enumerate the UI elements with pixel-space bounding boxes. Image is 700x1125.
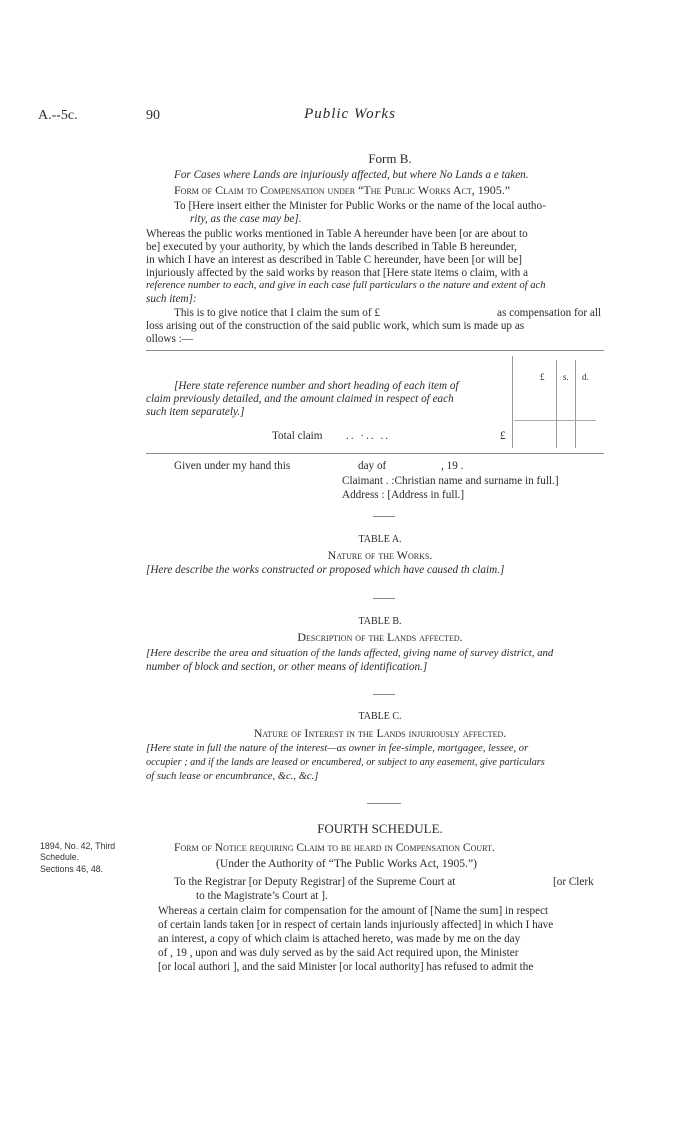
whereas-line-3: in which I have an interest as described in Table C hereunder, have been [or will be] (146, 254, 522, 266)
claim-table-divider (512, 356, 513, 448)
notice-authority: (Under the Authority of “The Public Works Act, 1905.”) (216, 857, 477, 870)
separator-rule-3 (373, 694, 395, 695)
notice-line-1: This is to give notice that I claim the sum of £ (174, 307, 380, 319)
claim-table-sum-rule (514, 420, 596, 421)
separator-rule-2 (373, 598, 395, 599)
table-b-text-1: [Here describe the area and situation of the lands affected, giving name of survey district, and (146, 647, 554, 659)
margin-note-1: 1894, No. 42, Third (40, 841, 116, 851)
margin-note-2: Schedule. (40, 852, 80, 862)
fourth-schedule-title: FOURTH SCHEDULE. (317, 821, 443, 836)
claim-table-bottom-rule (146, 453, 604, 454)
year-label: , 19 . (441, 460, 464, 472)
notice-body-1: Whereas a certain claim for compensation for the amount of [Name the sum] in respect (158, 905, 549, 917)
table-a-title: Nature of the Works. (327, 548, 433, 562)
claim-table-instruction-2: claim previously detailed, and the amount claimed in respect of each (146, 393, 454, 405)
shillings-column-header: s. (563, 372, 569, 382)
notice-body-3: an interest, a copy of which claim is attached hereto, was made by me on the day (158, 933, 521, 945)
whereas-line-4: injuriously affected by the said works by reason that [Here state items o claim, with a (146, 267, 528, 279)
total-claim-dots: .. ·.. .. (346, 430, 391, 442)
total-claim-currency: £ (500, 430, 506, 442)
table-c-text-3: of such lease or encumbrance, &c., &c.] (146, 771, 319, 782)
separator-rule-1 (373, 516, 395, 517)
table-b-title: Description of the Lands affected. (297, 630, 463, 644)
whereas-line-6: such item]: (146, 293, 197, 305)
margin-note-3: Sections 46, 48. (40, 864, 104, 874)
running-title: Public Works (304, 106, 396, 122)
document-code: A.--5c. (38, 108, 78, 123)
table-a-text: [Here describe the works constructed or proposed which have caused th claim.] (146, 564, 505, 576)
claim-table-instruction-3: such item separately.] (146, 406, 245, 418)
notice-form-title: Form of Notice requiring Claim to be heard in Compensation Court. (174, 841, 495, 854)
table-a-label: TABLE A. (358, 534, 402, 545)
claim-table-top-rule (146, 350, 604, 351)
pounds-column-header: £ (540, 372, 545, 382)
whereas-line-5: reference number to each, and give in each case full particulars o the nature and extent of ach (146, 280, 546, 291)
claim-table-col-divider-1 (556, 360, 557, 448)
form-b-title: Form of Claim to Compensation under “The Public Works Act, 1905.” (174, 183, 511, 197)
table-c-text-2: occupier ; and if the lands are leased or encumbered, or subject to any easement, give particulars (146, 757, 545, 768)
table-b-label: TABLE B. (358, 616, 402, 627)
notice-body-2: of certain lands taken [or in respect of certain lands injuriously affected] in which I have (158, 919, 554, 931)
claimant-line: Claimant . :Christian name and surname in full.] (342, 475, 559, 487)
claim-table-instruction-1: [Here state reference number and short heading of each item of (174, 380, 459, 392)
pence-column-header: d. (582, 372, 589, 382)
table-c-label: TABLE C. (358, 711, 402, 722)
registrar-line-1-end: [or Clerk (553, 876, 594, 888)
notice-line-3: ollows :— (146, 333, 193, 345)
day-of-label: day of (358, 460, 387, 472)
table-c-title: Nature of Interest in the Lands injuriously affected. (253, 726, 507, 740)
notice-line-1-end: as compensation for all (497, 307, 602, 319)
notice-line-2: loss arising out of the construction of the said public work, which sum is made up as (146, 320, 525, 332)
address-line: Address : [Address in full.] (342, 489, 465, 501)
whereas-line-1: Whereas the public works mentioned in Table A hereunder have been [or are about to (146, 228, 528, 240)
claim-table-col-divider-2 (575, 360, 576, 448)
registrar-line-1: To the Registrar [or Deputy Registrar] of the Supreme Court at (174, 876, 456, 888)
notice-body-5: [or local authori ], and the said Minister [or local authority] has refused to admit the (158, 961, 534, 973)
total-claim-label: Total claim (272, 430, 323, 442)
registrar-line-2: to the Magistrate’s Court at ]. (196, 890, 328, 902)
notice-body-4: of , 19 , upon and was duly served as by the said Act required upon, the Minister (158, 947, 519, 959)
separator-rule-4 (367, 803, 401, 804)
whereas-line-2: be] executed by your authority, by which the lands described in Table B hereunder, (146, 241, 517, 253)
addressee-line-1: To [Here insert either the Minister for Public Works or the name of the local autho- (174, 200, 546, 212)
form-b-subtitle: For Cases where Lands are injuriously affected, but where No Lands a e taken. (174, 169, 529, 181)
given-under-hand: Given under my hand this (174, 460, 291, 472)
page-number: 90 (146, 108, 160, 123)
addressee-line-2: rity, as the case may be]. (190, 213, 302, 225)
table-c-text-1: [Here state in full the nature of the interest—as owner in fee-simple, mortgagee, lessee, or (146, 743, 529, 754)
table-b-text-2: number of block and section, or other means of identification.] (146, 661, 428, 673)
form-b-heading: Form B. (368, 151, 412, 166)
